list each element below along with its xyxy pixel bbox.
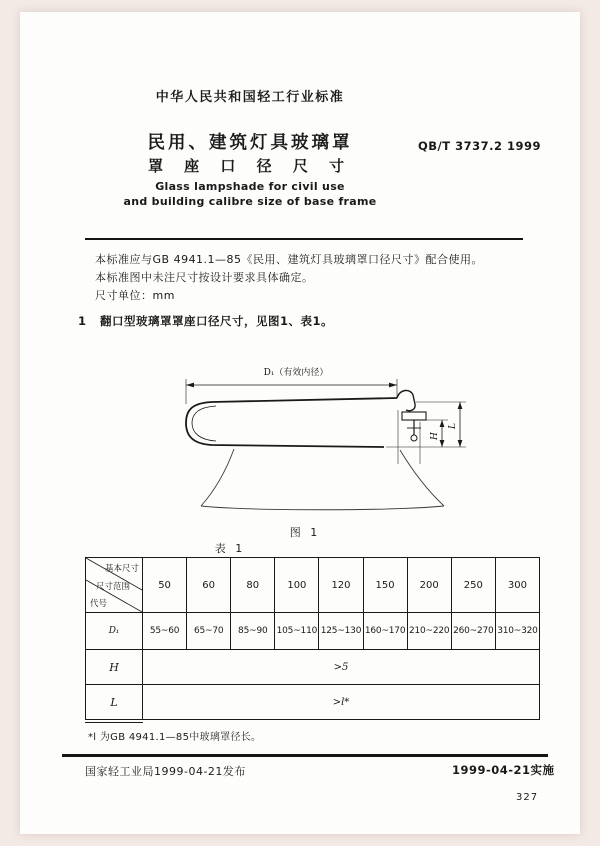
skirt-bottom-edge [201, 506, 444, 510]
footnote-text: *l 为GB 4941.1—85中玻璃罩径长。 [88, 732, 262, 743]
figure-1-caption: 图 1 [289, 526, 321, 539]
section-1-heading [78, 313, 333, 329]
d1-value-cell: 55~60 [143, 613, 187, 650]
spec-table [85, 557, 540, 720]
title-chinese-line2: 罩 座 口 径 尺 寸 [147, 157, 353, 175]
d1-value-cell: 260~270 [451, 613, 495, 650]
table-row-l [86, 685, 540, 720]
row-label-l: L [86, 685, 143, 720]
footer-issue-text: 国家轻工业局1999-04-21发布 [85, 765, 246, 778]
header-divider-rule [85, 238, 523, 240]
column-header: 250 [451, 558, 495, 613]
column-header: 120 [319, 558, 363, 613]
lampshade-cross-section-diagram [80, 358, 500, 522]
standard-type-heading: 中华人民共和国轻工行业标准 [155, 90, 345, 105]
shade-body-outline [186, 398, 397, 447]
table-row-h [86, 650, 540, 685]
table-row-d1 [86, 613, 540, 650]
intro-paragraph-1: 本标准应与GB 4941.1—85《民用、建筑灯具玻璃罩口径尺寸》配合使用。 [95, 253, 484, 266]
d1-value-cell: 210~220 [407, 613, 451, 650]
d1-value-cell: 160~170 [363, 613, 407, 650]
skirt-left-edge [201, 449, 234, 506]
column-header: 80 [231, 558, 275, 613]
section-title: 翻口型玻璃罩罩座口径尺寸，见图1、表1。 [100, 314, 334, 328]
figure-1-drawing [80, 358, 500, 522]
dimension-l-label: L [448, 423, 458, 429]
d1-value-cell: 310~320 [495, 613, 539, 650]
column-header: 100 [275, 558, 319, 613]
l-value-cell: >l* [143, 685, 540, 720]
column-header: 50 [143, 558, 187, 613]
column-header: 200 [407, 558, 451, 613]
section-number: 1 [78, 314, 87, 328]
title-chinese-line1: 民用、建筑灯具玻璃罩 [147, 133, 353, 153]
dimension-unit-note: 尺寸单位：mm [95, 289, 175, 302]
standard-number: QB/T 3737.2 1999 [418, 139, 541, 153]
table-1-caption: 表 1 [214, 542, 246, 555]
column-header: 300 [495, 558, 539, 613]
intro-paragraph-2: 本标准图中未注尺寸按设计要求具体确定。 [95, 271, 314, 284]
row-label-h: H [86, 650, 143, 685]
table-corner-cell [86, 558, 143, 613]
skirt-right-edge [400, 450, 444, 506]
column-header: 60 [187, 558, 231, 613]
d1-value-cell: 65~70 [187, 613, 231, 650]
d1-value-cell: 125~130 [319, 613, 363, 650]
clamp-screw-head [411, 435, 417, 441]
footnote-rule [85, 722, 143, 723]
corner-label-basic-size: 基本尺寸 [104, 564, 139, 574]
d1-value-cell: 105~110 [275, 613, 319, 650]
footer-implement-text: 1999-04-21实施 [452, 763, 555, 777]
row-label-d1: D₁ [86, 613, 143, 650]
clamp-bracket [402, 412, 426, 420]
d1-value-cell: 85~90 [231, 613, 275, 650]
page-number: 327 [516, 792, 539, 803]
title-english-line1: Glass lampshade for civil use [155, 180, 345, 193]
corner-label-size-range: 尺寸范围 [96, 582, 131, 592]
title-english-line2: and building calibre size of base frame [123, 195, 377, 208]
table-header-row [86, 558, 540, 613]
column-header: 150 [363, 558, 407, 613]
flange-lip [397, 390, 415, 410]
dimension-d1-label: D₁（有效内径） [263, 368, 329, 378]
footer-rule [62, 754, 548, 757]
h-value-cell: >5 [143, 650, 540, 685]
corner-label-code: 代号 [90, 599, 108, 609]
dimension-h-label: H [430, 432, 440, 440]
